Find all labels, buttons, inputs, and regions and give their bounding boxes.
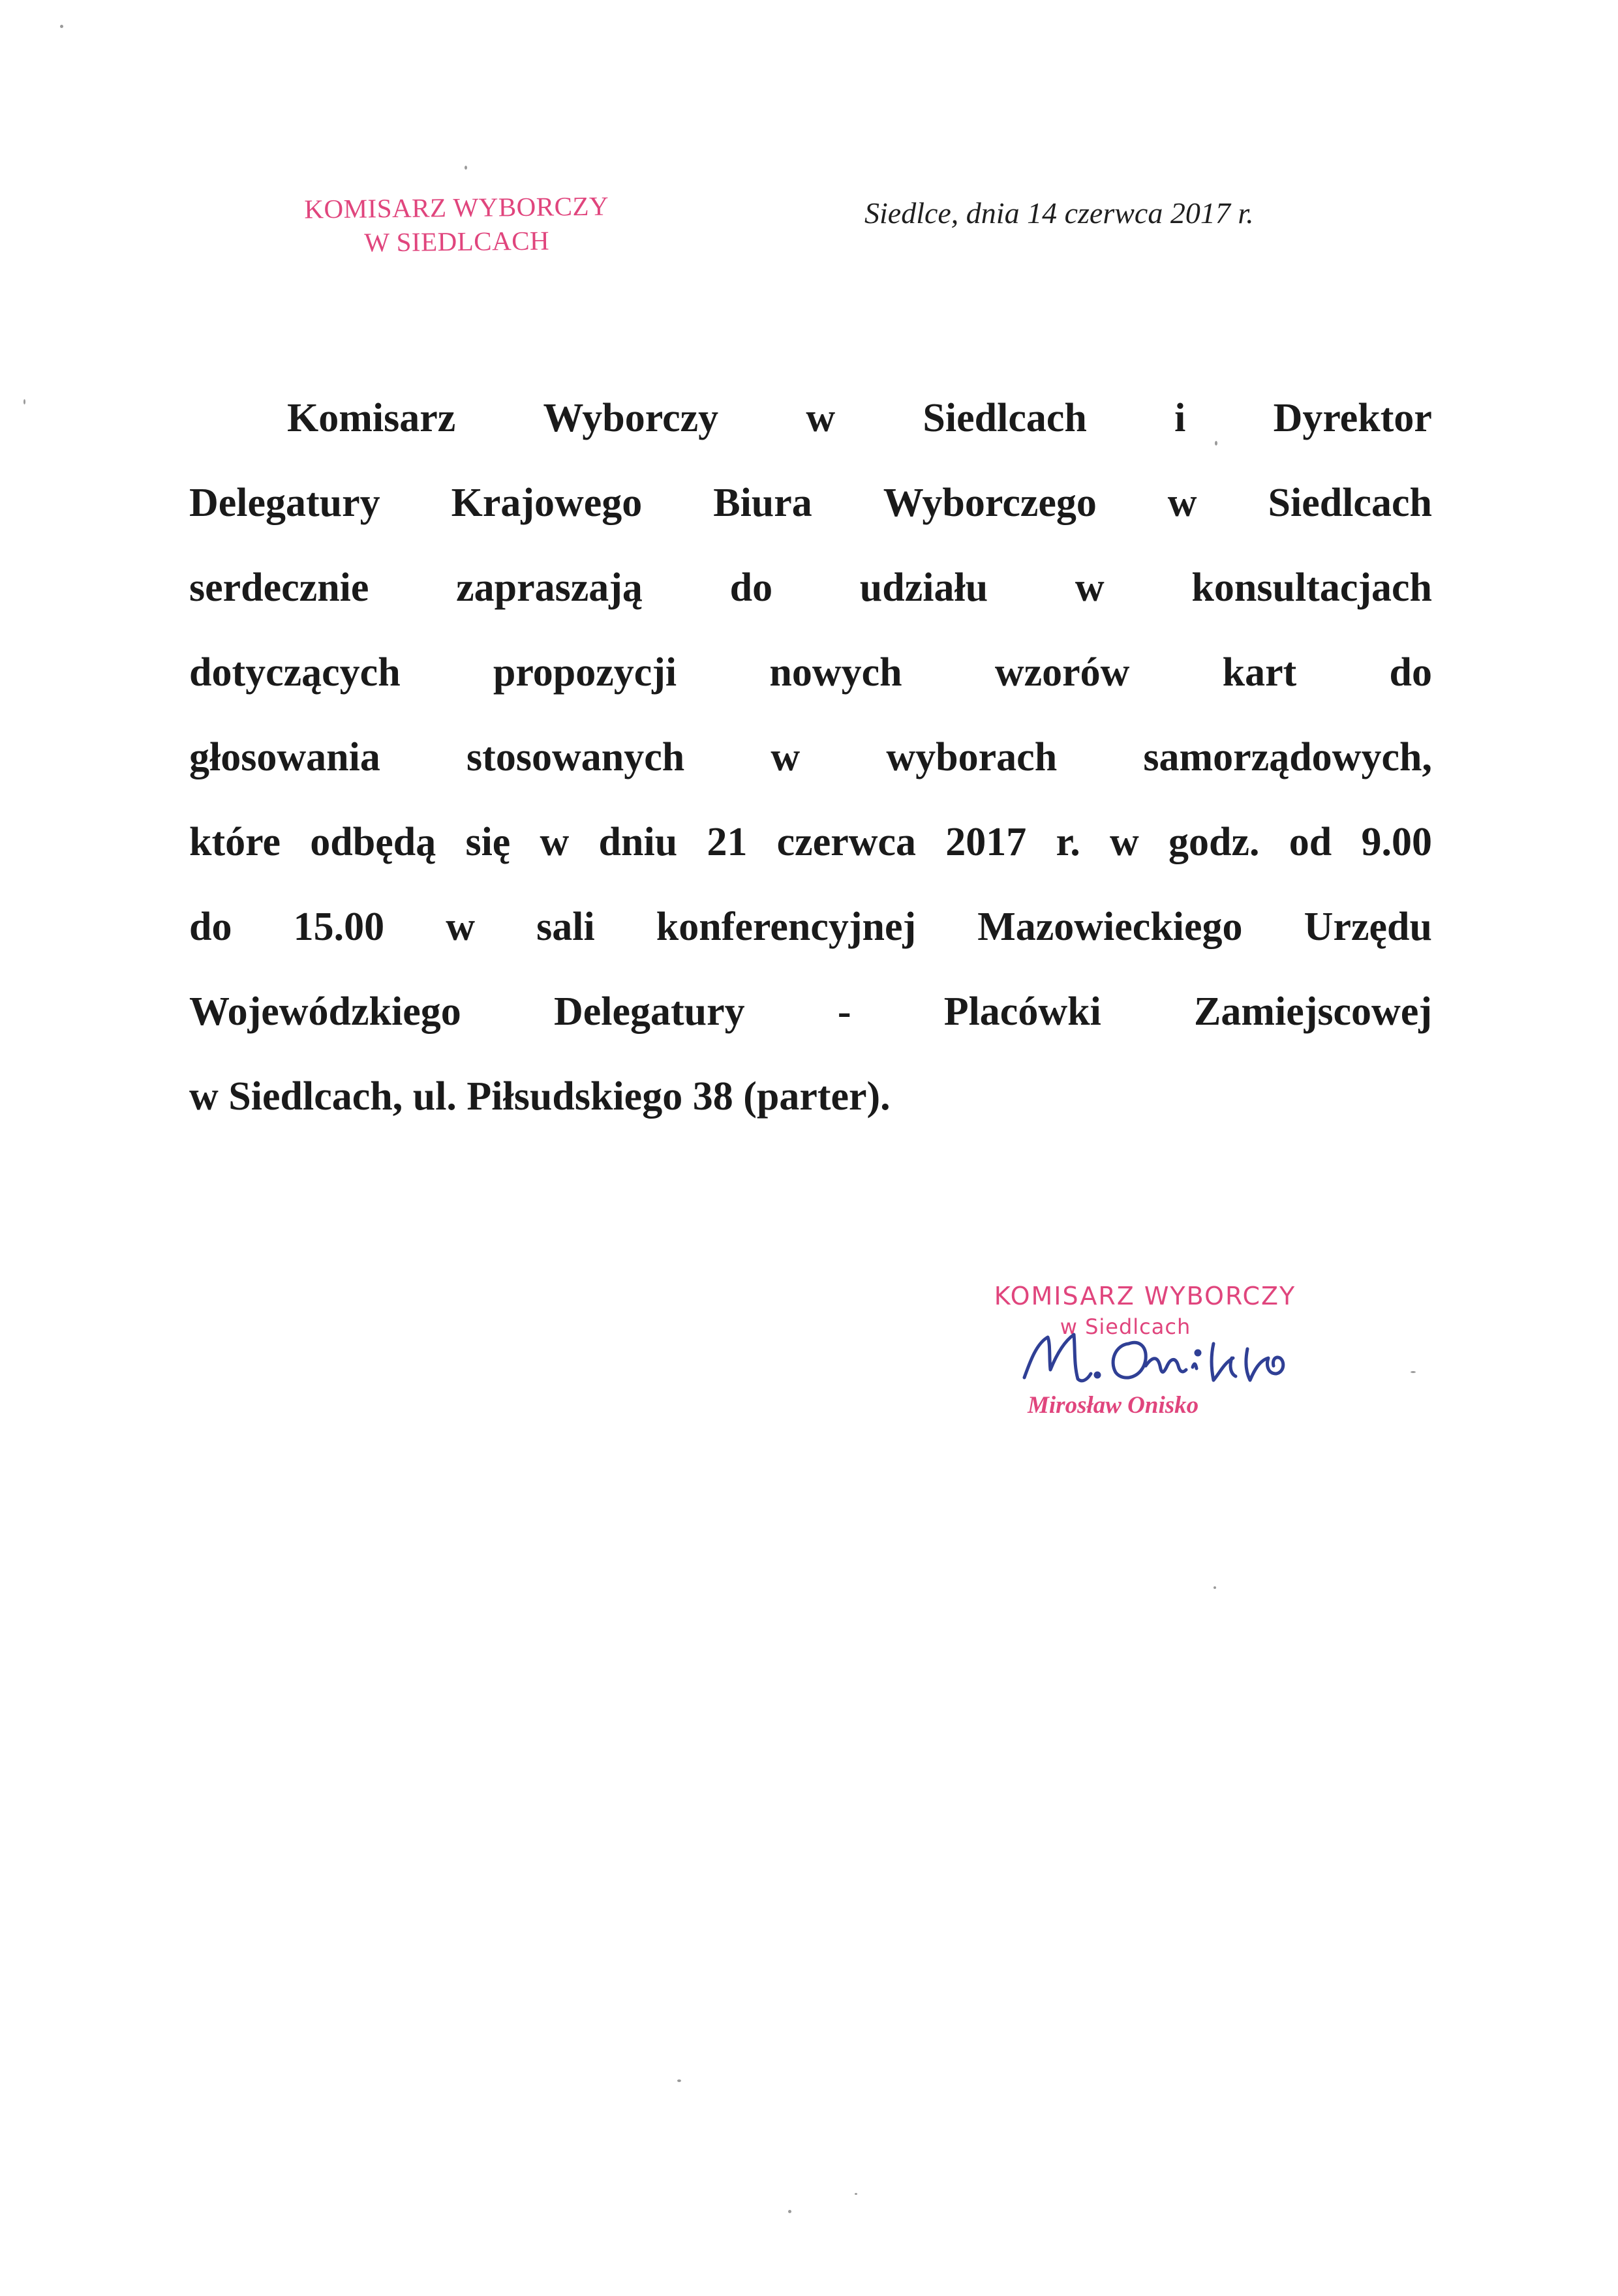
body-word: dotyczących: [189, 650, 401, 695]
body-word: Siedlcach: [1268, 481, 1432, 525]
body-word: w: [540, 820, 570, 864]
body-word: wyborach: [886, 735, 1058, 779]
signature-stamp-title: KOMISARZ WYBORCZY: [994, 1282, 1296, 1310]
body-word: Mazowieckiego: [977, 905, 1243, 949]
scan-speck: [1411, 1371, 1416, 1373]
body-word: Wojewódzkiego: [189, 989, 461, 1034]
body-word: do: [729, 566, 773, 610]
scan-speck: [465, 166, 467, 170]
scan-speck: [677, 2079, 681, 2082]
body-word: 15.00: [293, 905, 385, 949]
body-word: się: [465, 820, 511, 864]
body-word: w: [771, 735, 801, 779]
body-word: Zamiejscowej: [1194, 989, 1432, 1034]
body-word: udziału: [859, 566, 988, 610]
body-word: r.: [1056, 820, 1080, 864]
scan-speck: [788, 2210, 791, 2213]
scan-speck: [855, 2193, 857, 2195]
body-word: konferencyjnej: [656, 905, 917, 949]
body-word: sali: [536, 905, 595, 949]
body-line: [189, 715, 1432, 800]
body-word: konsultacjach: [1191, 566, 1432, 610]
body-line: [189, 884, 1432, 969]
handwritten-signature: [1018, 1318, 1331, 1402]
body-word: Komisarz: [287, 396, 456, 440]
body-word: Siedlcach: [923, 396, 1087, 440]
body-word: samorządowych,: [1143, 735, 1432, 779]
body-word: w: [1167, 481, 1197, 525]
body-word: -: [837, 989, 851, 1034]
body-word: propozycji: [493, 650, 677, 695]
signatory-name: Mirosław Onisko: [1028, 1392, 1199, 1419]
body-word: które: [189, 820, 281, 864]
body-word: dniu: [598, 820, 678, 864]
body-word: w: [446, 905, 475, 949]
body-word: w: [1075, 566, 1105, 610]
body-word: stosowanych: [466, 735, 685, 779]
body-word: głosowania: [189, 735, 380, 779]
body-line: [189, 376, 1432, 461]
body-word: zapraszają: [456, 566, 643, 610]
body-word: Delegatury: [553, 989, 745, 1034]
body-word: serdecznie: [189, 566, 369, 610]
scan-speck: [23, 399, 25, 404]
body-word: Wyborczy: [543, 396, 719, 440]
place-date: Siedlce, dnia 14 czerwca 2017 r.: [864, 196, 1254, 230]
body-word: kart: [1222, 650, 1297, 695]
body-word: Delegatury: [189, 481, 380, 525]
header-stamp-line2: W SIEDLCACH: [364, 225, 550, 258]
body-word: i: [1174, 396, 1186, 440]
body-word: Wyborczego: [883, 481, 1097, 525]
signature-stamp: [962, 1282, 1328, 1451]
body-word: odbędą: [310, 820, 436, 864]
body-line: [189, 630, 1432, 715]
body-word: Krajowego: [451, 481, 643, 525]
body-word: godz.: [1168, 820, 1260, 864]
body-line: [189, 969, 1432, 1054]
body-line: [189, 461, 1432, 545]
body-word: w: [1110, 820, 1139, 864]
body-word: od: [1289, 820, 1332, 864]
body-paragraph: [189, 376, 1432, 1139]
body-word: Placówki: [943, 989, 1101, 1034]
scan-speck: [60, 25, 63, 28]
scan-speck: [1215, 441, 1217, 446]
body-word: wzorów: [994, 650, 1130, 695]
header-stamp-line1: KOMISARZ WYBORCZY: [304, 190, 609, 224]
body-word: w Siedlcach, ul. Piłsudskiego 38 (parter).: [189, 1074, 891, 1119]
body-line: [189, 800, 1432, 884]
body-word: w: [806, 396, 836, 440]
signature-stamp-subtitle: w Siedlcach: [1060, 1314, 1191, 1339]
scan-speck: [1214, 1586, 1216, 1589]
body-word: czerwca: [776, 820, 917, 864]
body-word: Dyrektor: [1273, 396, 1432, 440]
body-word: 9.00: [1361, 820, 1432, 864]
body-line: [189, 545, 1432, 630]
body-line: [189, 1054, 1432, 1139]
body-word: Urzędu: [1304, 905, 1432, 949]
body-word: 21: [707, 820, 748, 864]
body-word: do: [189, 905, 232, 949]
body-word: Biura: [713, 481, 812, 525]
body-word: nowych: [769, 650, 902, 695]
body-word: do: [1389, 650, 1432, 695]
header-stamp: [273, 189, 639, 260]
body-word: 2017: [945, 820, 1027, 864]
